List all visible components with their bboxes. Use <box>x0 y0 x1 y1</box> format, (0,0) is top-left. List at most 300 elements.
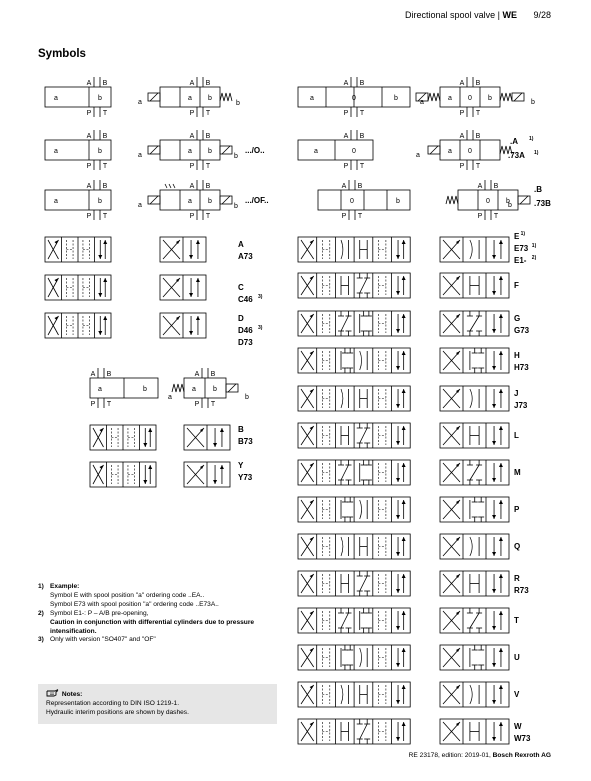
spool-code: G73 <box>514 326 530 335</box>
position-b-label: b <box>208 198 212 205</box>
arrow-head <box>499 240 503 244</box>
footnotes <box>38 583 278 645</box>
spool-code: E <box>514 232 520 241</box>
position-b-label: b <box>98 95 102 102</box>
flow-curve <box>360 648 362 667</box>
flow-curve <box>470 685 472 704</box>
arrow-head <box>402 722 406 726</box>
spool-code: U <box>514 653 520 662</box>
footnote-ref: 1) <box>529 136 534 142</box>
pointing-hand-icon <box>46 688 60 697</box>
spool-code: D46 <box>238 326 253 335</box>
port-label-p: P <box>189 163 195 170</box>
footnote-ref: 3) <box>258 294 263 300</box>
arrow-head <box>196 278 200 282</box>
port-label-t: T <box>102 163 108 170</box>
valve-body <box>298 140 373 160</box>
symbol-line <box>470 465 479 480</box>
b-label: b <box>531 99 535 106</box>
symbol-line <box>341 316 348 331</box>
ordering-code-label: .../OF.. <box>245 196 269 205</box>
port-label-a: A <box>343 80 349 87</box>
ordering-code-b: .B <box>534 185 542 194</box>
spool-code: D <box>238 314 244 323</box>
spool-symbol <box>440 386 509 411</box>
footer-doc: RE 23178, edition: 2019-01, <box>408 752 491 759</box>
port-label-a: A <box>86 183 92 190</box>
arrow-head <box>492 366 496 370</box>
arrow-head <box>499 463 503 467</box>
arrow-head <box>492 663 496 667</box>
b-label: b <box>234 153 238 160</box>
port-label-b: B <box>205 183 211 190</box>
arrow-head <box>98 293 102 297</box>
arrow-head <box>143 480 147 484</box>
symbol-line <box>228 384 236 392</box>
arrow-head <box>402 648 406 652</box>
a-label: a <box>420 99 424 106</box>
spool-code: B <box>238 425 244 434</box>
arrow-head <box>189 331 193 335</box>
position-b-label: b <box>213 386 217 393</box>
position-a-label: a <box>188 198 192 205</box>
position-zero-label: 0 <box>468 148 472 155</box>
b-label: b <box>508 202 512 209</box>
flow-curve <box>470 240 472 259</box>
symbol-line <box>173 184 175 188</box>
arrow-head <box>492 515 496 519</box>
page-number: 9/28 <box>533 10 551 20</box>
flow-curve <box>341 389 343 408</box>
arrow-head <box>310 240 314 244</box>
arrow-head <box>402 500 406 504</box>
arrow-head <box>492 329 496 333</box>
spool-code: T <box>514 616 519 625</box>
port-label-a: A <box>343 133 349 140</box>
spool-code: Y <box>238 461 244 470</box>
spool-code: G <box>514 314 521 323</box>
arrow-head <box>310 574 314 578</box>
symbol-line <box>470 613 479 628</box>
position-a-label: a <box>188 148 192 155</box>
arrow-head <box>499 314 503 318</box>
arrow-head <box>396 255 400 259</box>
footnote-marker-1: 1) <box>38 583 44 590</box>
spool-symbol <box>440 534 509 559</box>
header-section: Directional spool valve <box>405 10 496 20</box>
arrow-head <box>196 240 200 244</box>
arrow-head <box>310 648 314 652</box>
port-label-b: B <box>357 183 363 190</box>
arrow-head <box>98 331 102 335</box>
arrow-head <box>492 589 496 593</box>
ordering-code-73a: .73A <box>508 151 525 160</box>
notes-heading-text: Notes: <box>61 691 83 698</box>
arrow-head <box>402 389 406 393</box>
spool-symbol <box>440 682 509 707</box>
flow-curve <box>470 389 472 408</box>
arrow-head <box>310 276 314 280</box>
port-label-t: T <box>475 163 481 170</box>
port-label-p: P <box>86 213 92 220</box>
b-label: b <box>245 394 249 401</box>
port-label-t: T <box>102 213 108 220</box>
port-label-b: B <box>106 371 112 378</box>
arrow-head <box>492 626 496 630</box>
position-a-label: a <box>54 95 58 102</box>
arrow-head <box>100 428 104 432</box>
symbol-line <box>514 93 522 101</box>
port-label-t: T <box>475 110 481 117</box>
position-zero-label: 0 <box>352 95 356 102</box>
arrow-head <box>402 426 406 430</box>
arrow-head <box>213 443 217 447</box>
arrow-head <box>310 314 314 318</box>
port-label-b: B <box>102 133 108 140</box>
position-a-label: a <box>98 386 102 393</box>
port-label-p: P <box>189 110 195 117</box>
example-label: Example: <box>50 583 80 590</box>
ordering-code-label: .../O.. <box>245 146 265 155</box>
port-label-t: T <box>102 110 108 117</box>
position-zero-label: 0 <box>350 198 354 205</box>
port-label-p: P <box>341 213 347 220</box>
port-label-a: A <box>459 80 465 87</box>
port-label-a: A <box>459 133 465 140</box>
port-label-p: P <box>343 110 349 117</box>
port-label-b: B <box>205 80 211 87</box>
example-line-1: Symbol E with spool position "a" ordering code ..EA.. <box>50 591 205 599</box>
arrow-head <box>499 574 503 578</box>
notes-line-2: Hydraulic interim positions are shown by dashes. <box>46 709 189 716</box>
spring-icon <box>446 196 458 204</box>
flow-curve <box>360 500 362 519</box>
port-label-a: A <box>86 80 92 87</box>
arrow-head <box>310 351 314 355</box>
spool-code: Q <box>514 542 521 551</box>
arrow-head <box>492 478 496 482</box>
port-label-t: T <box>205 213 211 220</box>
port-label-t: T <box>205 110 211 117</box>
arrow-head <box>148 428 152 432</box>
arrow-head <box>396 366 400 370</box>
position-a-label: a <box>448 95 452 102</box>
a-label: a <box>138 202 142 209</box>
flow-curve <box>341 685 343 704</box>
position-b-label: b <box>98 198 102 205</box>
footer-company: Bosch Rexroth AG <box>492 752 551 759</box>
port-label-p: P <box>194 401 200 408</box>
flow-curve <box>360 351 362 370</box>
position-a-label: a <box>54 148 58 155</box>
arrow-head <box>492 700 496 704</box>
port-label-t: T <box>106 401 112 408</box>
arrow-head <box>310 389 314 393</box>
port-label-p: P <box>459 110 465 117</box>
footnote-2-caution: Caution in conjunction with differential cylinders due to pressure intensification. <box>50 618 255 635</box>
footnote-2-text: Symbol E1-: P – A/B pre-opening, <box>50 609 149 617</box>
port-label-b: B <box>359 80 365 87</box>
spool-code: J73 <box>514 401 528 410</box>
position-b-label: b <box>488 95 492 102</box>
port-label-a: A <box>189 183 195 190</box>
symbol-line <box>150 146 158 154</box>
spring-icon <box>500 93 512 101</box>
arrow-head <box>492 737 496 741</box>
port-label-b: B <box>475 133 481 140</box>
ordering-code-73b: .73B <box>534 199 551 208</box>
spool-code: W73 <box>514 734 531 743</box>
a-label: a <box>168 394 172 401</box>
position-b-label: b <box>394 95 398 102</box>
position-a-label: a <box>448 148 452 155</box>
arrow-head <box>499 351 503 355</box>
arrow-head <box>402 537 406 541</box>
arrow-head <box>396 291 400 295</box>
position-zero-label: 0 <box>468 95 472 102</box>
spool-code: H <box>514 351 520 360</box>
footnote-marker-3: 3) <box>38 636 44 644</box>
arrow-head <box>396 441 400 445</box>
flow-curve <box>470 537 472 556</box>
position-b-label: b <box>208 148 212 155</box>
symbol-line <box>150 196 158 204</box>
footnote-marker-2: 2) <box>38 609 44 617</box>
port-label-a: A <box>194 371 200 378</box>
ordering-code-a: .A <box>510 137 518 146</box>
arrow-head <box>189 293 193 297</box>
arrow-head <box>310 500 314 504</box>
arrow-head <box>492 255 496 259</box>
footnote-ref: 3) <box>258 325 263 331</box>
port-label-b: B <box>102 183 108 190</box>
arrow-head <box>499 537 503 541</box>
spool-code: A73 <box>238 252 253 261</box>
symbol-line <box>165 184 167 188</box>
port-label-t: T <box>205 163 211 170</box>
port-label-t: T <box>359 110 365 117</box>
b-label: b <box>234 203 238 210</box>
symbol-line <box>360 576 367 591</box>
arrow-head <box>402 240 406 244</box>
spool-code: V <box>514 690 520 699</box>
port-label-a: A <box>189 80 195 87</box>
port-label-b: B <box>205 133 211 140</box>
arrow-head <box>402 611 406 615</box>
arrow-head <box>148 465 152 469</box>
symbol-line <box>222 196 230 204</box>
port-label-t: T <box>210 401 216 408</box>
arrow-head <box>499 648 503 652</box>
notes-line-1: Representation according to DIN ISO 1219-1. <box>46 700 180 707</box>
arrow-head <box>98 255 102 259</box>
symbol-line <box>341 613 348 628</box>
arrow-head <box>396 552 400 556</box>
page-footer <box>409 752 551 759</box>
symbol-line <box>430 146 438 154</box>
flow-curve <box>341 240 343 259</box>
arrow-head <box>492 441 496 445</box>
arrow-head <box>196 316 200 320</box>
arrow-head <box>402 276 406 280</box>
port-label-b: B <box>493 183 499 190</box>
arrow-head <box>310 722 314 726</box>
position-a-label: a <box>192 386 196 393</box>
port-label-b: B <box>475 80 481 87</box>
position-b-label: b <box>143 386 147 393</box>
arrow-head <box>396 700 400 704</box>
notes-heading <box>46 688 269 699</box>
arrow-head <box>499 276 503 280</box>
arrow-head <box>143 443 147 447</box>
arrow-head <box>402 351 406 355</box>
symbol-line <box>470 316 479 331</box>
arrow-head <box>310 611 314 615</box>
position-b-label: b <box>208 95 212 102</box>
arrow-head <box>310 426 314 430</box>
symbol-line <box>360 278 367 293</box>
port-label-t: T <box>357 213 363 220</box>
section-title: Symbols <box>38 48 86 60</box>
arrow-head <box>100 465 104 469</box>
a-label: a <box>138 152 142 159</box>
arrow-head <box>55 278 59 282</box>
arrow-head <box>220 428 224 432</box>
port-label-a: A <box>477 183 483 190</box>
spool-code: F <box>514 281 519 290</box>
arrow-head <box>396 329 400 333</box>
spool-code: R <box>514 574 520 583</box>
port-label-b: B <box>359 133 365 140</box>
arrow-head <box>310 685 314 689</box>
arrow-head <box>499 500 503 504</box>
header-separator: | <box>497 10 500 20</box>
spool-code: H73 <box>514 363 529 372</box>
arrow-head <box>499 426 503 430</box>
spool-code: D73 <box>238 338 253 347</box>
footnote-ref: 1) <box>520 231 526 237</box>
arrow-head <box>310 537 314 541</box>
example-line-2: Symbol E73 with spool position "a" ordering code ..E73A.. <box>50 600 219 608</box>
port-label-p: P <box>86 110 92 117</box>
spool-symbol <box>440 237 509 262</box>
port-label-t: T <box>359 163 365 170</box>
arrow-head <box>220 465 224 469</box>
spool-code: M <box>514 468 521 477</box>
spool-code: P <box>514 505 520 514</box>
arrow-head <box>103 278 107 282</box>
arrow-head <box>396 737 400 741</box>
position-a-label: a <box>314 148 318 155</box>
arrow-head <box>189 255 193 259</box>
position-a-label: a <box>188 95 192 102</box>
spool-code: C <box>238 283 244 292</box>
spool-code: E73 <box>514 244 529 253</box>
spool-code: R73 <box>514 586 529 595</box>
arrow-head <box>396 589 400 593</box>
arrow-head <box>402 463 406 467</box>
arrow-head <box>499 611 503 615</box>
position-a-label: a <box>310 95 314 102</box>
a-label: a <box>138 99 142 106</box>
spool-code: C46 <box>238 295 253 304</box>
arrow-head <box>396 663 400 667</box>
arrow-head <box>55 316 59 320</box>
port-label-p: P <box>90 401 96 408</box>
notes-box <box>38 684 277 724</box>
arrow-head <box>492 404 496 408</box>
arrow-head <box>396 515 400 519</box>
port-label-p: P <box>189 213 195 220</box>
spool-code: L <box>514 431 519 440</box>
arrow-head <box>402 314 406 318</box>
port-label-a: A <box>341 183 347 190</box>
symbol-line <box>169 184 171 188</box>
position-b-label: b <box>506 198 510 205</box>
arrow-head <box>103 240 107 244</box>
spool-code: Y73 <box>238 473 253 482</box>
port-label-b: B <box>210 371 216 378</box>
symbol-line <box>360 724 367 739</box>
port-label-t: T <box>493 213 499 220</box>
arrow-head <box>499 685 503 689</box>
symbol-line <box>520 196 528 204</box>
arrow-head <box>213 480 217 484</box>
arrow-head <box>499 722 503 726</box>
arrow-head <box>103 316 107 320</box>
symbol-line <box>360 428 367 443</box>
position-zero-label: 0 <box>486 198 490 205</box>
symbol-line <box>150 93 158 101</box>
port-label-p: P <box>477 213 483 220</box>
position-a-label: a <box>54 198 58 205</box>
port-label-a: A <box>90 371 96 378</box>
footnote-ref: 1) <box>534 150 539 156</box>
arrow-head <box>396 404 400 408</box>
arrow-head <box>55 240 59 244</box>
port-label-p: P <box>343 163 349 170</box>
footnote-3-text: Only with version "SO407" and "OF" <box>50 636 156 644</box>
port-label-p: P <box>86 163 92 170</box>
b-label: b <box>236 100 240 107</box>
symbol-line <box>341 465 348 480</box>
spool-code: E1- <box>514 256 527 265</box>
flow-curve <box>341 537 343 556</box>
spool-code: B73 <box>238 437 253 446</box>
footnote-ref: 1) <box>531 243 537 249</box>
spring-icon <box>428 93 440 101</box>
spool-code: J <box>514 389 519 398</box>
header-product: WE <box>502 10 517 20</box>
position-b-label: b <box>98 148 102 155</box>
position-zero-label: 0 <box>352 148 356 155</box>
arrow-head <box>396 478 400 482</box>
spring-icon <box>220 93 232 101</box>
spool-code: A <box>238 240 244 249</box>
a-label: a <box>416 152 420 159</box>
position-b-label: b <box>396 198 400 205</box>
arrow-head <box>310 463 314 467</box>
port-label-b: B <box>102 80 108 87</box>
port-label-a: A <box>86 133 92 140</box>
symbol-line <box>222 146 230 154</box>
port-label-a: A <box>189 133 195 140</box>
spring-icon <box>172 384 184 392</box>
arrow-head <box>402 685 406 689</box>
footnote-ref: 2) <box>531 255 537 261</box>
arrow-head <box>492 552 496 556</box>
arrow-head <box>396 626 400 630</box>
